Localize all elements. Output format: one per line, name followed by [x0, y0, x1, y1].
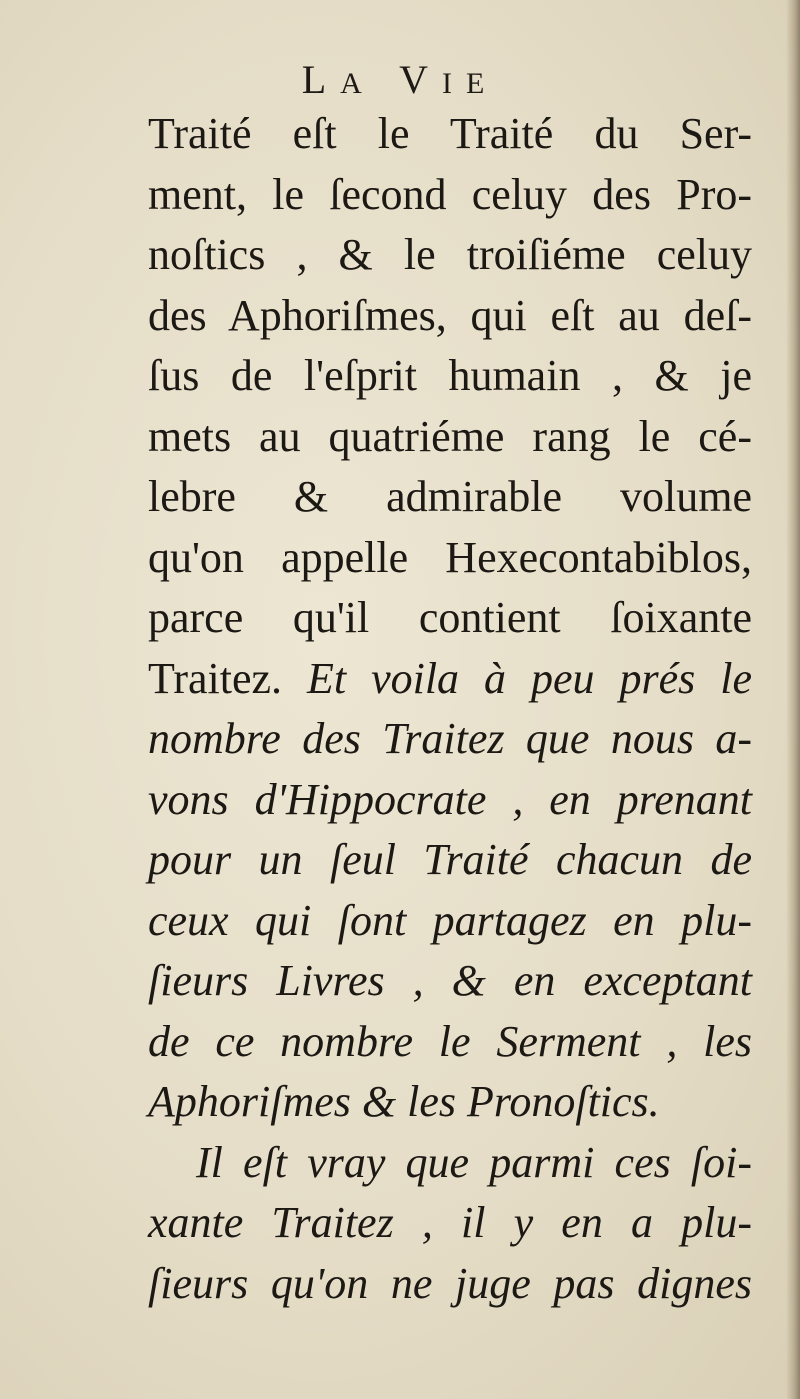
text-line: [148, 649, 752, 710]
italic-text: Et voila à peu prés le: [307, 653, 752, 703]
italic-text: nombre des Traitez que nous a-: [148, 714, 752, 763]
roman-text: Traité eſt le Traité du Ser-: [148, 109, 752, 158]
text-line: [148, 709, 752, 770]
italic-text: pour un ſeul Traité chacun de: [148, 835, 752, 884]
text-line: [148, 225, 752, 286]
italic-text: vons d'Hippocrate , en prenant: [148, 774, 752, 824]
text-line: [148, 1254, 752, 1315]
text-line: [148, 346, 752, 407]
text-line: [148, 830, 752, 891]
text-line: [148, 286, 752, 347]
roman-text: lebre & admirable volume: [148, 472, 752, 521]
italic-text: xante Traitez , il y en a plu-: [148, 1198, 752, 1247]
roman-text: qu'on appelle Hexecontabiblos,: [148, 532, 752, 582]
roman-text: des Aphoriſmes, qui eſt au deſ-: [148, 290, 752, 340]
running-head-second-word: VIE: [399, 57, 499, 102]
text-line: [148, 407, 752, 468]
roman-text: Traitez.: [148, 653, 307, 703]
text-line: [148, 528, 752, 589]
italic-text: ſieurs qu'on ne juge pas dignes: [148, 1258, 752, 1308]
italic-text: ſieurs Livres , & en exceptant: [148, 956, 752, 1005]
italic-text: ceux qui ſont partagez en plu-: [148, 895, 752, 945]
italic-text: Aphoriſmes & les Pronoſtics.: [148, 1077, 660, 1126]
text-line: [148, 467, 752, 528]
text-line: [148, 1072, 752, 1133]
text-line: [148, 1012, 752, 1073]
roman-text: ment, le ſecond celuy des Pro-: [148, 169, 752, 219]
roman-text: mets au quatriéme rang le cé-: [148, 411, 752, 461]
text-line: [148, 1133, 752, 1194]
text-line: [148, 770, 752, 831]
roman-text: ſus de l'eſprit humain , & je: [148, 351, 752, 400]
text-line: [148, 891, 752, 952]
text-line: [148, 951, 752, 1012]
roman-text: noſtics , & le troiſiéme celuy: [148, 230, 752, 279]
text-line: [148, 104, 752, 165]
body-text: [148, 104, 752, 1314]
text-line: [148, 1193, 752, 1254]
text-line: [148, 588, 752, 649]
page-edge-shadow: [786, 0, 800, 1399]
roman-text: parce qu'il contient ſoixante: [148, 593, 752, 642]
running-head-first-word: LA: [301, 57, 376, 102]
italic-text: de ce nombre le Serment , les: [148, 1016, 752, 1066]
text-line: [148, 165, 752, 226]
running-head: [0, 56, 800, 103]
italic-text: Il eſt vray que parmi ces ſoi-: [196, 1137, 752, 1187]
